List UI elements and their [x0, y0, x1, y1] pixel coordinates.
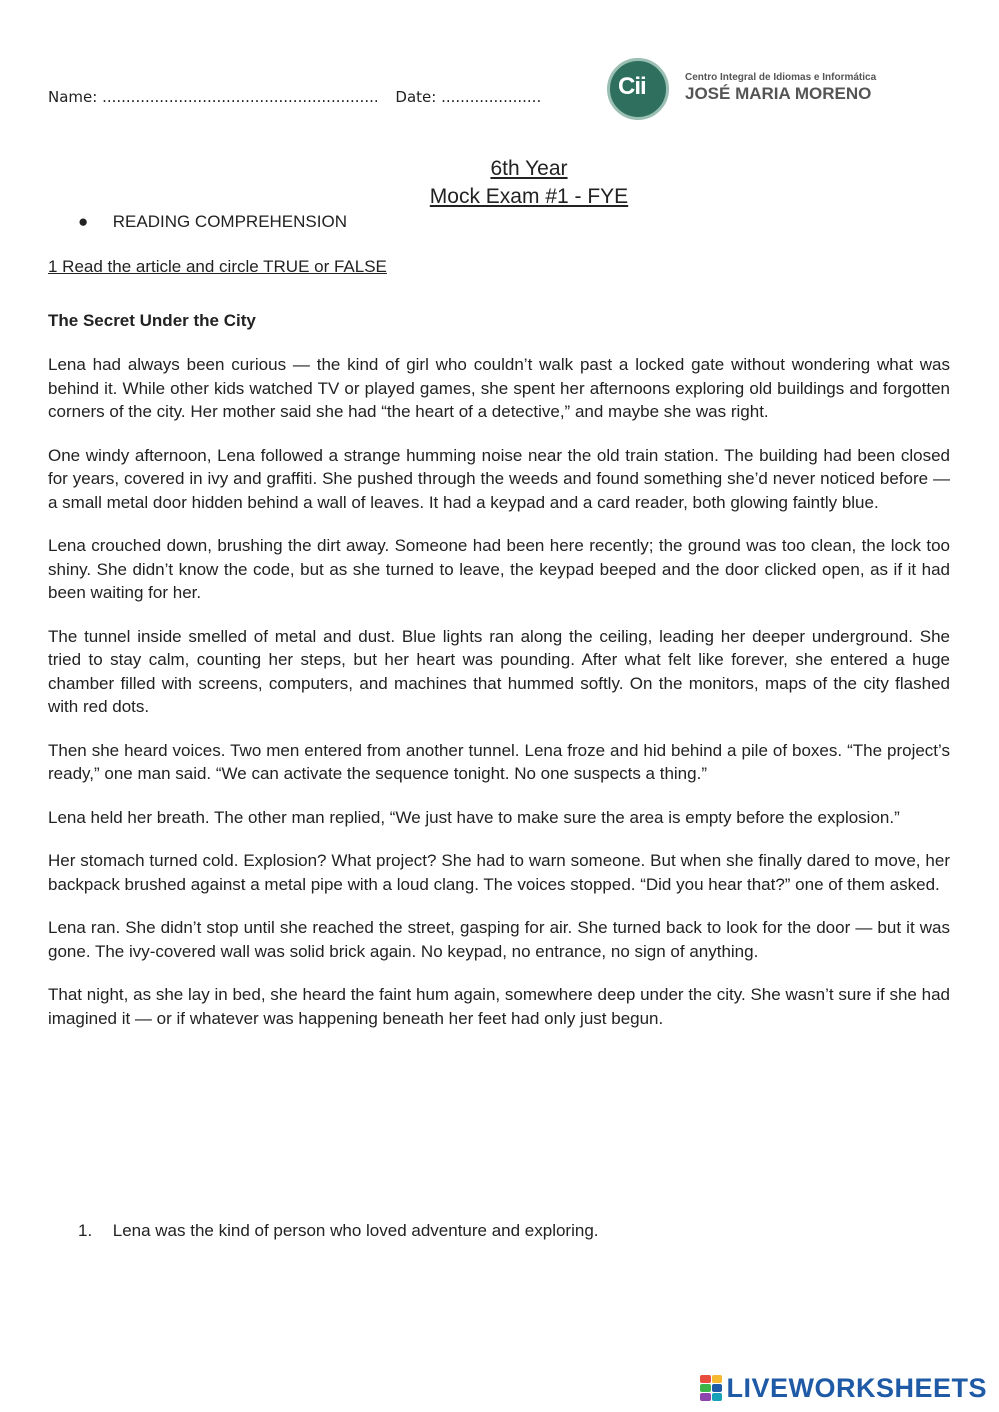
story-paragraph: Lena crouched down, brushing the dirt away. Someone had been here recently; the ground was too clean, the lock too shiny. She didn’t know the code, but as she turned to leave, the keypad beeped and the door clicked open, as if it had been waiting for her.	[48, 536, 950, 602]
exam-titles	[0, 155, 999, 211]
date-field[interactable]: Date: .....................	[395, 88, 542, 106]
school-logo	[607, 58, 907, 120]
logo-title: JOSÉ MARIA MORENO	[685, 84, 872, 103]
story-paragraph: One windy afternoon, Lena followed a strange humming noise near the old train station. The building had been closed for years, covered in ivy and graffiti. She pushed through the weeds and found something she’d never noticed before — a small metal door hidden behind a wall of leaves. It had a keypad and a card reader, both glowing faintly blue.	[48, 445, 950, 512]
story-title: The Secret Under the City	[48, 311, 256, 330]
section-heading	[78, 212, 347, 232]
story-body	[48, 353, 950, 1050]
liveworksheets-icon	[700, 1375, 722, 1401]
bullet-icon: ●	[78, 212, 89, 231]
story-paragraph: Lena ran. She didn’t stop until she reached the street, gasping for air. She turned back to look for the door — but it was gone. The ivy-covered wall was solid brick again. No keypad, no entrance, no sign of anything.	[48, 918, 950, 961]
story-paragraph: Lena held her breath. The other man replied, “We just have to make sure the area is empty before the explosion.”	[48, 807, 900, 827]
story-paragraph: That night, as she lay in bed, she heard the faint hum again, somewhere deep under the city. She wasn’t sure if she had imagined it — or if whatever was happening beneath her feet had only just begun.	[48, 985, 950, 1028]
story-paragraph: Her stomach turned cold. Explosion? What project? She had to warn someone. But when she finally dared to move, her backpack brushed against a metal pipe with a loud clang. The voices stopped. “Did you hear that?” one of them asked.	[48, 851, 950, 894]
instruction-text: 1 Read the article and circle TRUE or FALSE	[48, 257, 387, 276]
section-label: READING COMPREHENSION	[112, 212, 347, 231]
emblem-text: Cii	[618, 73, 646, 100]
story-paragraph: Then she heard voices. Two men entered from another tunnel. Lena froze and hid behind a pile of boxes. “The project’s ready,” one man said. “We can activate the sequence tonight. No one suspects a thing.”	[48, 740, 950, 783]
question-item	[78, 1221, 599, 1241]
name-field[interactable]: Name: ..........................................................	[48, 88, 379, 106]
question-text[interactable]: Lena was the kind of person who loved adventure and exploring.	[112, 1221, 599, 1240]
liveworksheets-logo	[700, 1372, 987, 1404]
header-line	[48, 88, 553, 106]
exam-title: Mock Exam #1 - FYE	[429, 185, 629, 208]
story-paragraph: The tunnel inside smelled of metal and dust. Blue lights ran along the ceiling, leading her deeper underground. She tried to stay calm, counting her steps, but her heart was pounding. After what felt like forever, she entered a huge chamber filled with screens, computers, and machines that hummed softly. On the monitors, maps of the city flashed with red dots.	[48, 626, 950, 716]
liveworksheets-brand: LIVEWORKSHEETS	[726, 1372, 987, 1403]
year-title: 6th Year	[490, 157, 568, 180]
globe-emblem-icon	[607, 58, 669, 120]
question-number: 1.	[78, 1221, 93, 1240]
story-paragraph: Lena had always been curious — the kind of girl who couldn’t walk past a locked gate without wondering what was behind it. While other kids watched TV or played games, she spent her afternoons exploring old buildings and forgotten corners of the city. Her mother said she had “the heart of a detective,” and maybe she was right.	[48, 355, 950, 421]
logo-subtitle: Centro Integral de Idiomas e Informática	[685, 72, 877, 83]
